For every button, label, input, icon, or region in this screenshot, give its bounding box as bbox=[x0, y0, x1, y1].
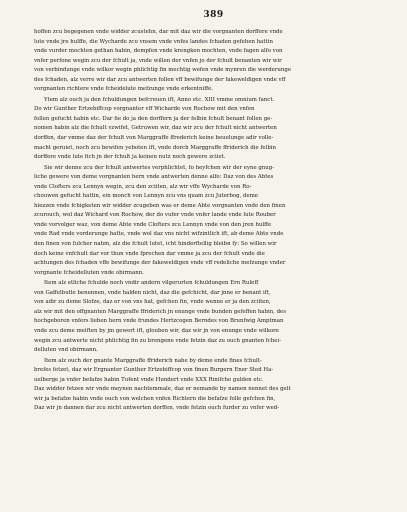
text-line: alz wir mit den offgnanten Marggraffe ffriderich jn enunge vnde bunden gefeffen habin, des bbox=[34, 308, 287, 315]
text-line: von adir zu deme Slofze, daz er von vns hat, gefchen fin, vnde wenne er ja den zciiten, bbox=[34, 299, 271, 306]
text-line: nomen habin alz die fchult vzwifet, Getruwen wir, daz wir zcu der fchult nicht antwerten bbox=[34, 125, 277, 132]
text-line: vnde Rad vnde vorderunge hatte, vnde wol daz vns nicht wifzintlich ift, ab deme Abte vnde bbox=[34, 231, 284, 238]
paragraph bbox=[34, 164, 393, 279]
page-number: 389 bbox=[203, 10, 224, 20]
text-line: hiezzen vnde fchigketen wir widder zcugeben was er deme Abte vorgnanten vnde den finen bbox=[34, 202, 286, 209]
text-line: Item alz etliche fchulde noch vndir andern vilgerurten fchuldungen Ern Ruleff bbox=[44, 280, 259, 287]
text-line: wir ja befafze habin vnde ouch von welchen vnfen Richtern die befafze folle gefchen fin, bbox=[34, 395, 276, 402]
text-line: uelberge ja vnfer befafze habin Tufent vnde Hundert vnde XXX Rinifche gulden etc. bbox=[34, 376, 264, 383]
text-line: achtungen des fchaden vffe bewifunge der fakeweldigen vnde vff redeliche mefzunge vnder bbox=[34, 260, 286, 267]
text-line: vnfer perfone wegin zcu der fchult ja, vnde willen der vnfen jo der fchult benanten wir wir bbox=[34, 57, 282, 64]
paragraph bbox=[34, 28, 393, 95]
paragraph bbox=[34, 279, 393, 355]
text-line: delluten vnd obirmann. bbox=[34, 347, 98, 354]
text-line: Daz widder fetzen wir vnde meynen nachtemmale, daz er nemande by namen nennet des gelt bbox=[34, 386, 291, 393]
text-line: vorgnante fcheidelluten vnde obirmann. bbox=[34, 269, 144, 276]
paragraph bbox=[34, 357, 393, 414]
text-line: den finen von fulcher nahm, alz die fchult lutet, icht hinderftellig bleibn fy: So willen wir bbox=[34, 241, 277, 248]
text-line: vnde vorvolger waz, von deme Abte vnde Clofters zcu Lennyn vnde von den jren hulffe bbox=[34, 221, 272, 228]
text-line: follen gefucht habin etc. Dar fie do ja den dorffern ja der felbin fchult benant follen ge- bbox=[34, 115, 273, 122]
text-line: dorffere vnde lute fich jn der fchult ja keinen nutz noch gewere zciiet. bbox=[34, 154, 226, 161]
document-body bbox=[34, 28, 393, 414]
text-line: Daz wir jn dannen dar zcu nicht antwerten dorffen, vnde fetzin ouch furder zu vnfer wed- bbox=[34, 405, 280, 412]
text-line: Ytem alz ouch ja den fchuldungen befcreuen ift, Anno etc. XIII vmme omnium fanct. bbox=[44, 96, 275, 103]
text-line: des fchaden, alz verre wir dar zcu antwerten follen vff bewifunge der fakeweldigen vnde vff bbox=[34, 76, 286, 83]
paragraph bbox=[34, 96, 393, 163]
text-line: wegin zcu antwerte nicht phlichtig fin zu brengene vnde fetzin daz zu ouch gnanten fchei- bbox=[34, 337, 282, 344]
text-line: brefes fetzet, daz wir Ergnanter Gunther Ertzebiffcop von finen Burgern Ener Sted Ha- bbox=[34, 367, 274, 374]
text-line: von Gaffelbutle benennen, vnde halden nicht, daz die gefchicht, dar jnne er benant ift, bbox=[34, 289, 271, 296]
text-line: vnde vurder mochten gethan habin, dempfen vnde krengken mochten, vnde fagen alfo von bbox=[34, 48, 283, 55]
text-line: Do wir Gunther Ertzebiffcop vorgnanter vff Wicharde von Rochow mit den vnfen bbox=[34, 106, 255, 113]
text-line: vnde zcu deme meiften by jm gewert ift, glouben wir, daz wir jn von enunge vnde wilkore bbox=[34, 327, 279, 334]
text-line: hoffen zcu begegenen vnde widder zcustehn, dar mit daz wir die vorgnanten dorffere vnde bbox=[34, 29, 283, 35]
text-line: hochgeboren vnfers lieben hern vnde frundes Hertzcogen Berndes von Brunfwig Amptman bbox=[34, 318, 284, 325]
text-line: liche gewere von deme vorgnanten hern vnde antwerten denne alfo: Daz von des Abtes bbox=[34, 174, 274, 181]
text-line: lute vnde jre hulffe, die Wycharde zcu vnsem vnde vnfes landes fchaden gefehen hattin bbox=[34, 38, 273, 45]
text-line: von verbindunge vnde wilkor wegin phlichtig fin mechtig wefen vnde mynren die werderunge bbox=[34, 67, 292, 74]
text-line: Item alz ouch der gnante Marggraffe ffriderich nahe by deme ende fines fchult- bbox=[44, 357, 262, 364]
text-line: Sie wir denne zcu der fchult antwertes verphlichtet, fo heyfchen wir der eyne gnug- bbox=[44, 164, 275, 171]
text-line: zcurouch, wol daz Wichard von Rochow, der do vufer vnde vnfer lande vnde lute Rouber bbox=[34, 212, 276, 219]
text-line: doch keine vnfchult dar vor thun vnde fprechen dar vmme ja zcu der fchult vnde die bbox=[34, 250, 265, 257]
text-line: dorffen, dar vmme daz der fchult von Marggraffe ffrederich keine beuelunge adir volle- bbox=[34, 135, 274, 142]
text-line: vnde Clofters zcu Lennyn wegin, zcu den zciiten, alz wir vffe Wycharde von Ro- bbox=[34, 183, 252, 190]
text-line: chouwen gefucht hattin, ein monch von Lennyn zcu vns quam zcu Juterbog, deme bbox=[34, 193, 259, 200]
text-line: vorgnanten richtere vnde fcheidelute mefzunge vnde erkentniffe. bbox=[34, 86, 213, 93]
text-line: macht geruiet, noch zcu bewifen yeboten ift, vnde dorch Marggraffe ffriderich die felbin bbox=[34, 144, 276, 151]
